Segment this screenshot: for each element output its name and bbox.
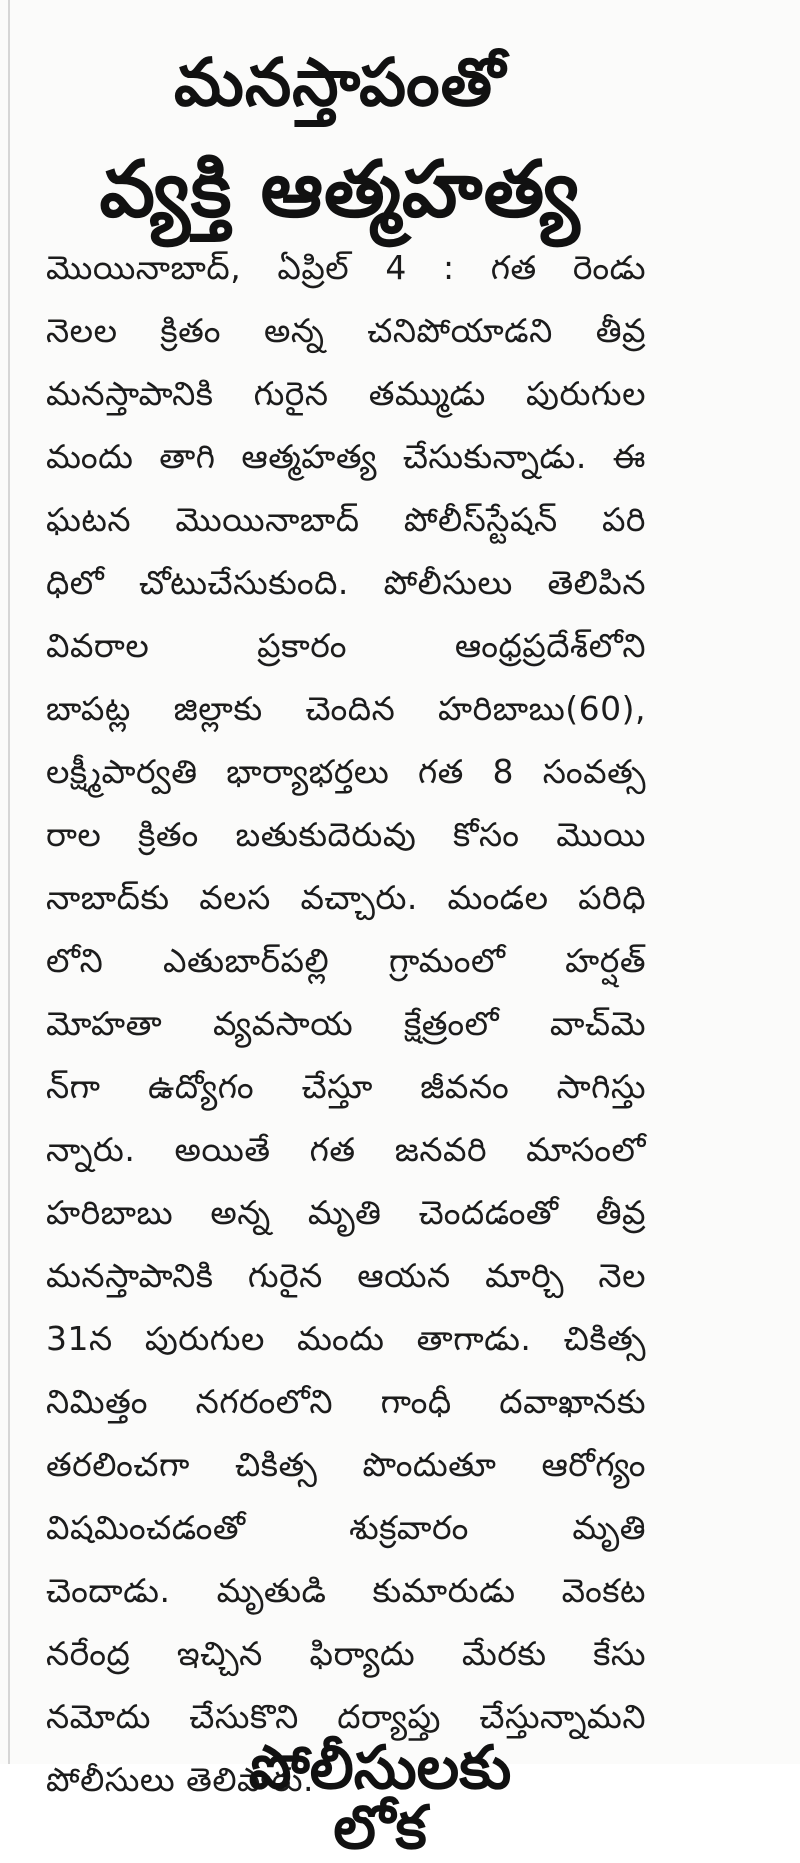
article-line: హరిబాబు అన్న మృతి చెందడంతో తీవ్ర (46, 1193, 646, 1232)
article-line: పోలీసులు తెలిపారు. (46, 1760, 315, 1799)
headline-line-2: వ్యక్తి ఆత్మహత్య (99, 145, 581, 235)
article-line: మనస్తాపానికి గురైన ఆయన మార్చి నెల (46, 1256, 646, 1295)
article-line: న్నారు. అయితే గత జనవరి మాసంలో (46, 1130, 646, 1169)
article-line: తరలించగా చికిత్స పొందుతూ ఆరోగ్యం (46, 1445, 646, 1484)
article-line: చెందాడు. మృతుడి కుమారుడు వెంకట (46, 1571, 646, 1610)
article-line: నరేంద్ర ఇచ్చిన ఫిర్యాదు మేరకు కేసు (46, 1634, 646, 1673)
article-line: ఘటన మొయినాబాద్ పోలీస్‌స్టేషన్ పరి (46, 500, 646, 539)
article-line: నెలల క్రితం అన్న చనిపోయాడని తీవ్ర (46, 311, 646, 350)
article-line: విషమించడంతో శుక్రవారం మృతి (46, 1508, 646, 1547)
article-line: 31న పురుగుల మందు తాగాడు. చికిత్స (46, 1319, 646, 1358)
article-line: నాబాద్‌కు వలస వచ్చారు. మండల పరిధి (46, 878, 646, 917)
article-line: ధిలో చోటుచేసుకుంది. పోలీసులు తెలిపిన (46, 563, 646, 602)
article-line: మొయినాబాద్, ఏప్రిల్ 4 : గత రెండు (46, 248, 646, 287)
article-line: లోని ఎతుబార్‌పల్లి గ్రామంలో హర్షత్ (46, 941, 646, 980)
article-line: వివరాల ప్రకారం ఆంధ్రప్రదేశ్‌లోని (46, 626, 646, 665)
next-article-headline: పోలీసులకు లోక (248, 1733, 512, 1863)
article-line: మనస్తాపానికి గురైన తమ్ముడు పురుగుల (46, 374, 646, 413)
article-line: లక్ష్మీపార్వతి భార్యాభర్తలు గత 8 సంవత్స (46, 752, 646, 791)
article-line: బాపట్ల జిల్లాకు చెందిన హరిబాబు(60), (46, 689, 646, 728)
column-divider (8, 0, 10, 1764)
article-line: మందు తాగి ఆత్మహత్య చేసుకున్నాడు. ఈ (46, 437, 646, 476)
article-line: రాల క్రితం బతుకుదెరువు కోసం మొయి (46, 815, 646, 854)
article-line: మోహతా వ్యవసాయ క్షేత్రంలో వాచ్‌మె (46, 1004, 646, 1043)
headline-line-1: మనస్తాపంతో (174, 44, 506, 121)
article-line: న్‌గా ఉద్యోగం చేస్తూ జీవనం సాగిస్తు (46, 1067, 646, 1106)
article-body (46, 236, 646, 1863)
article-line: నిమిత్తం నగరంలోని గాంధీ దవాఖానకు (46, 1382, 646, 1421)
article-line: నమోదు చేసుకొని దర్యాప్తు చేస్తున్నామని (46, 1697, 646, 1736)
